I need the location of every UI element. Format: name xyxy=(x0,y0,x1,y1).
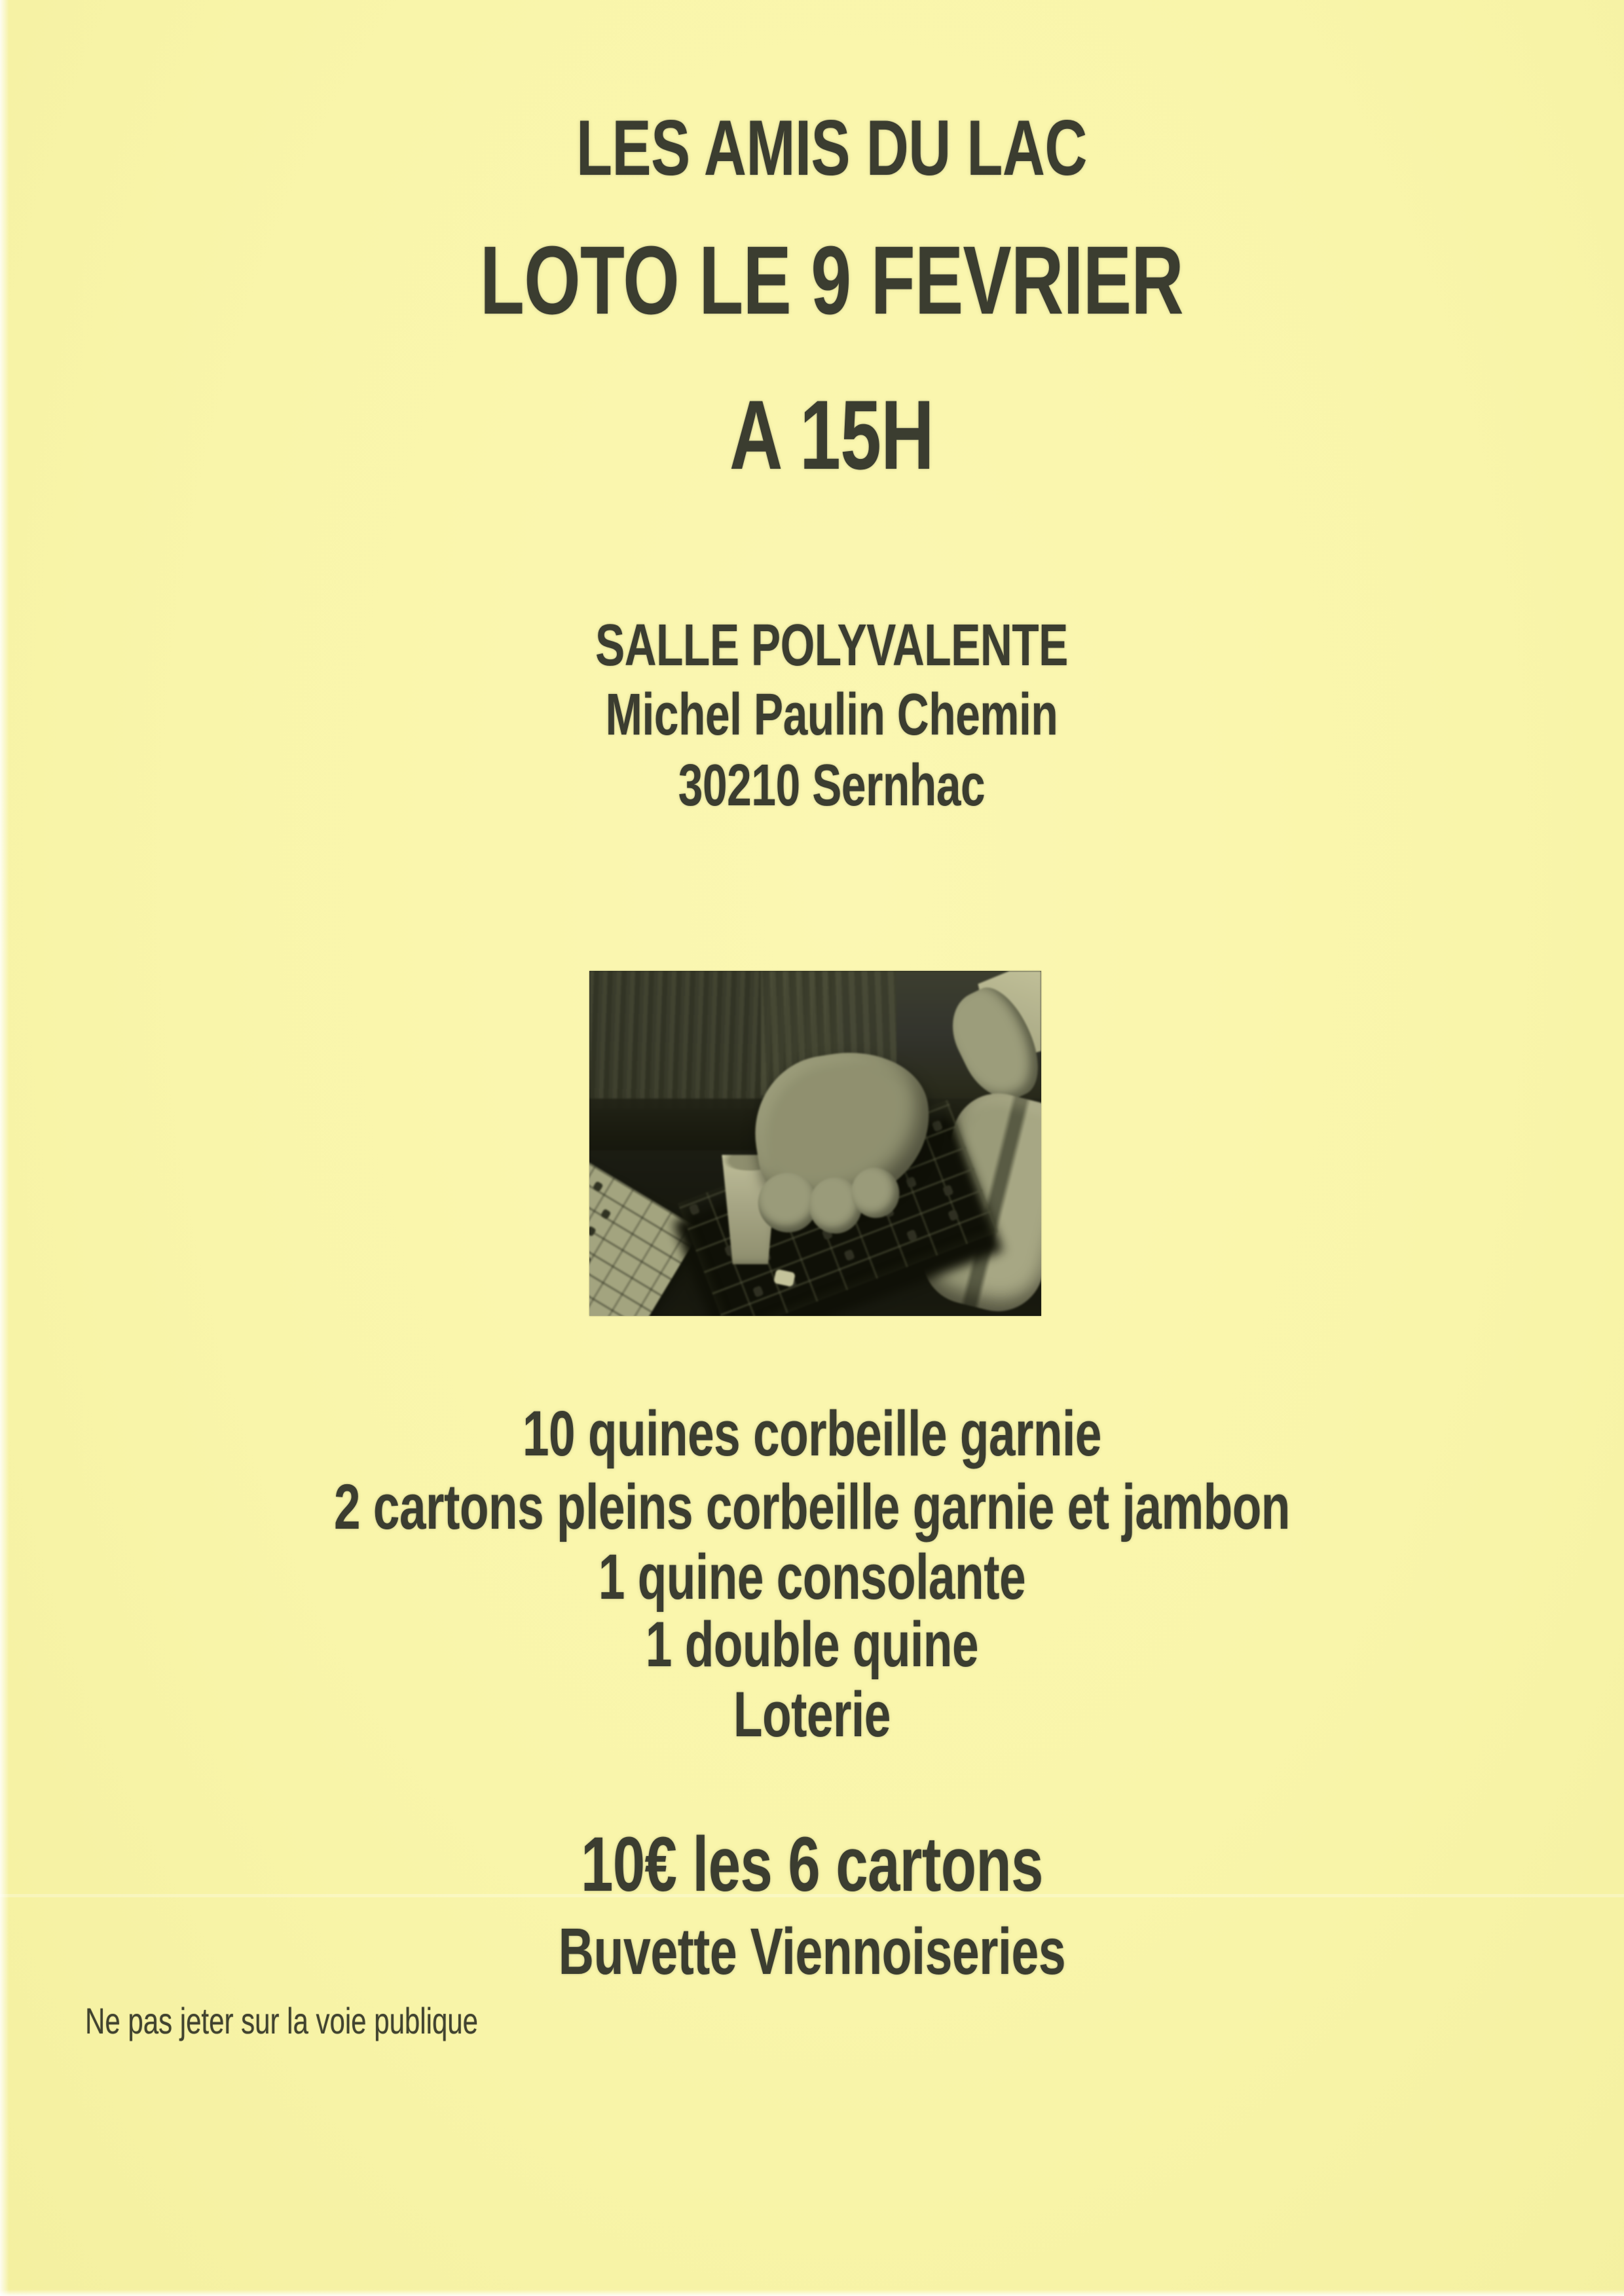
photo-scene xyxy=(589,971,1041,1316)
association-name: LES AMIS DU LAC xyxy=(576,104,1087,192)
scan-edge-bottom xyxy=(0,2289,1624,2296)
venue-city: 30210 Sernhac xyxy=(678,753,986,818)
prize-item: Loterie xyxy=(733,1679,891,1750)
venue-street: Michel Paulin Chemin xyxy=(605,682,1058,748)
prize-item: 1 double quine xyxy=(645,1609,979,1680)
prize-item: 1 quine consolante xyxy=(598,1541,1026,1613)
event-title: LOTO LE 9 FEVRIER xyxy=(479,227,1183,335)
event-time: A 15H xyxy=(729,380,934,490)
price-line: 10€ les 6 cartons xyxy=(581,1821,1043,1908)
refreshments-line: Buvette Viennoiseries xyxy=(558,1915,1066,1988)
legal-notice: Ne pas jeter sur la voie publique xyxy=(85,2000,479,2041)
prize-item: 2 cartons pleins corbeille garnie et jambon xyxy=(333,1471,1290,1542)
scan-streak-artifact xyxy=(0,1894,1624,1897)
scan-edge-left xyxy=(0,0,9,2296)
venue-name: SALLE POLYVALENTE xyxy=(595,613,1068,678)
loto-photo xyxy=(589,971,1041,1316)
prize-item: 10 quines corbeille garnie xyxy=(522,1398,1102,1469)
